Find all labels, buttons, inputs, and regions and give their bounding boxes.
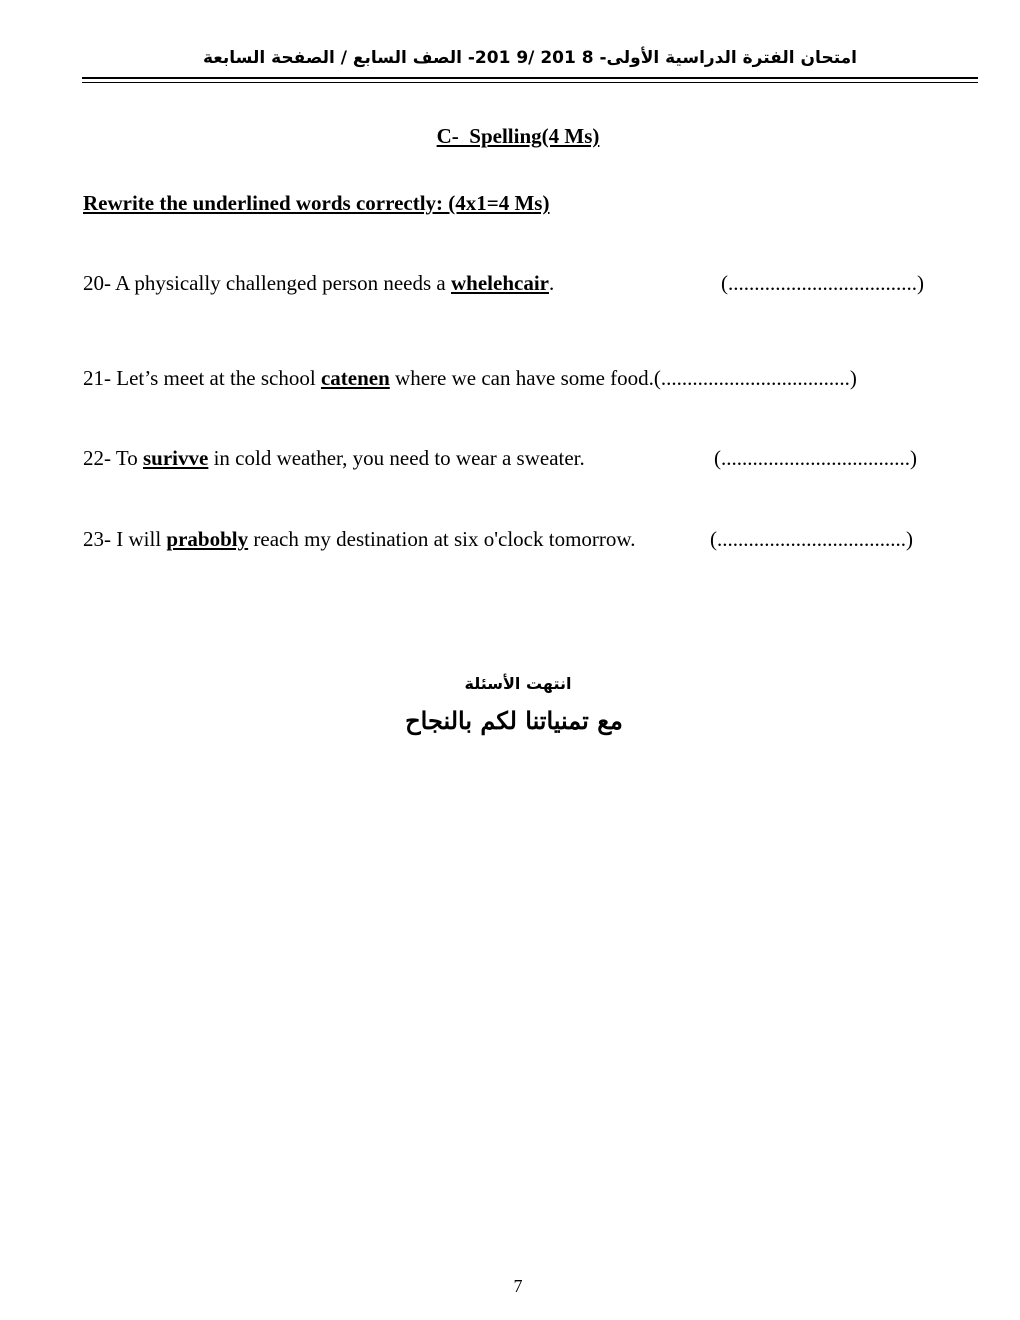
answer-blank-23: (....................................) <box>710 527 913 551</box>
answer-blank-21: (....................................) <box>653 366 857 390</box>
question-21 <box>83 366 857 391</box>
page-number: 7 <box>513 1276 523 1296</box>
question-text-after: reach my destination at six o'clock tomorrow. <box>248 527 636 551</box>
misspelled-word: catenen <box>320 366 390 390</box>
question-23 <box>83 527 635 552</box>
question-text-before: To <box>115 446 143 470</box>
instruction-text: Rewrite the underlined words correctly: (4x1=4 Ms) <box>83 191 550 215</box>
question-22 <box>83 446 585 471</box>
answer-blank-22: (....................................) <box>714 446 917 470</box>
misspelled-word: prabobly <box>166 527 249 551</box>
question-text-before: Let’s meet at the school <box>116 366 321 390</box>
page-header-title: امتحان الفترة الدراسية الأولى- 8 201 /9 201- الصف السابع / الصفحة السابعة <box>203 48 857 68</box>
closing-end-of-questions: انتهت الأسئلة <box>464 674 572 693</box>
question-text-before: I will <box>116 527 167 551</box>
closing-good-luck: مع تمنياتنا لكم بالنجاح <box>405 706 623 735</box>
header-divider-thick <box>82 77 978 79</box>
question-20 <box>83 271 554 296</box>
misspelled-word: surivve <box>143 446 209 470</box>
misspelled-word: whelehcair <box>451 271 549 295</box>
question-text-before: A physically challenged person needs a <box>115 271 451 295</box>
section-title: C- Spelling(4 Ms) <box>436 124 600 148</box>
header-divider-thin <box>82 82 978 83</box>
question-number: 20- <box>83 271 116 295</box>
question-text-after: . <box>548 271 555 295</box>
question-text-after: where we can have some food. <box>389 366 654 390</box>
question-text-after: in cold weather, you need to wear a sweater. <box>208 446 585 470</box>
question-number: 23- <box>83 527 117 551</box>
question-number: 22- <box>83 446 116 470</box>
question-number: 21- <box>83 366 117 390</box>
answer-blank-20: (....................................) <box>721 271 924 295</box>
